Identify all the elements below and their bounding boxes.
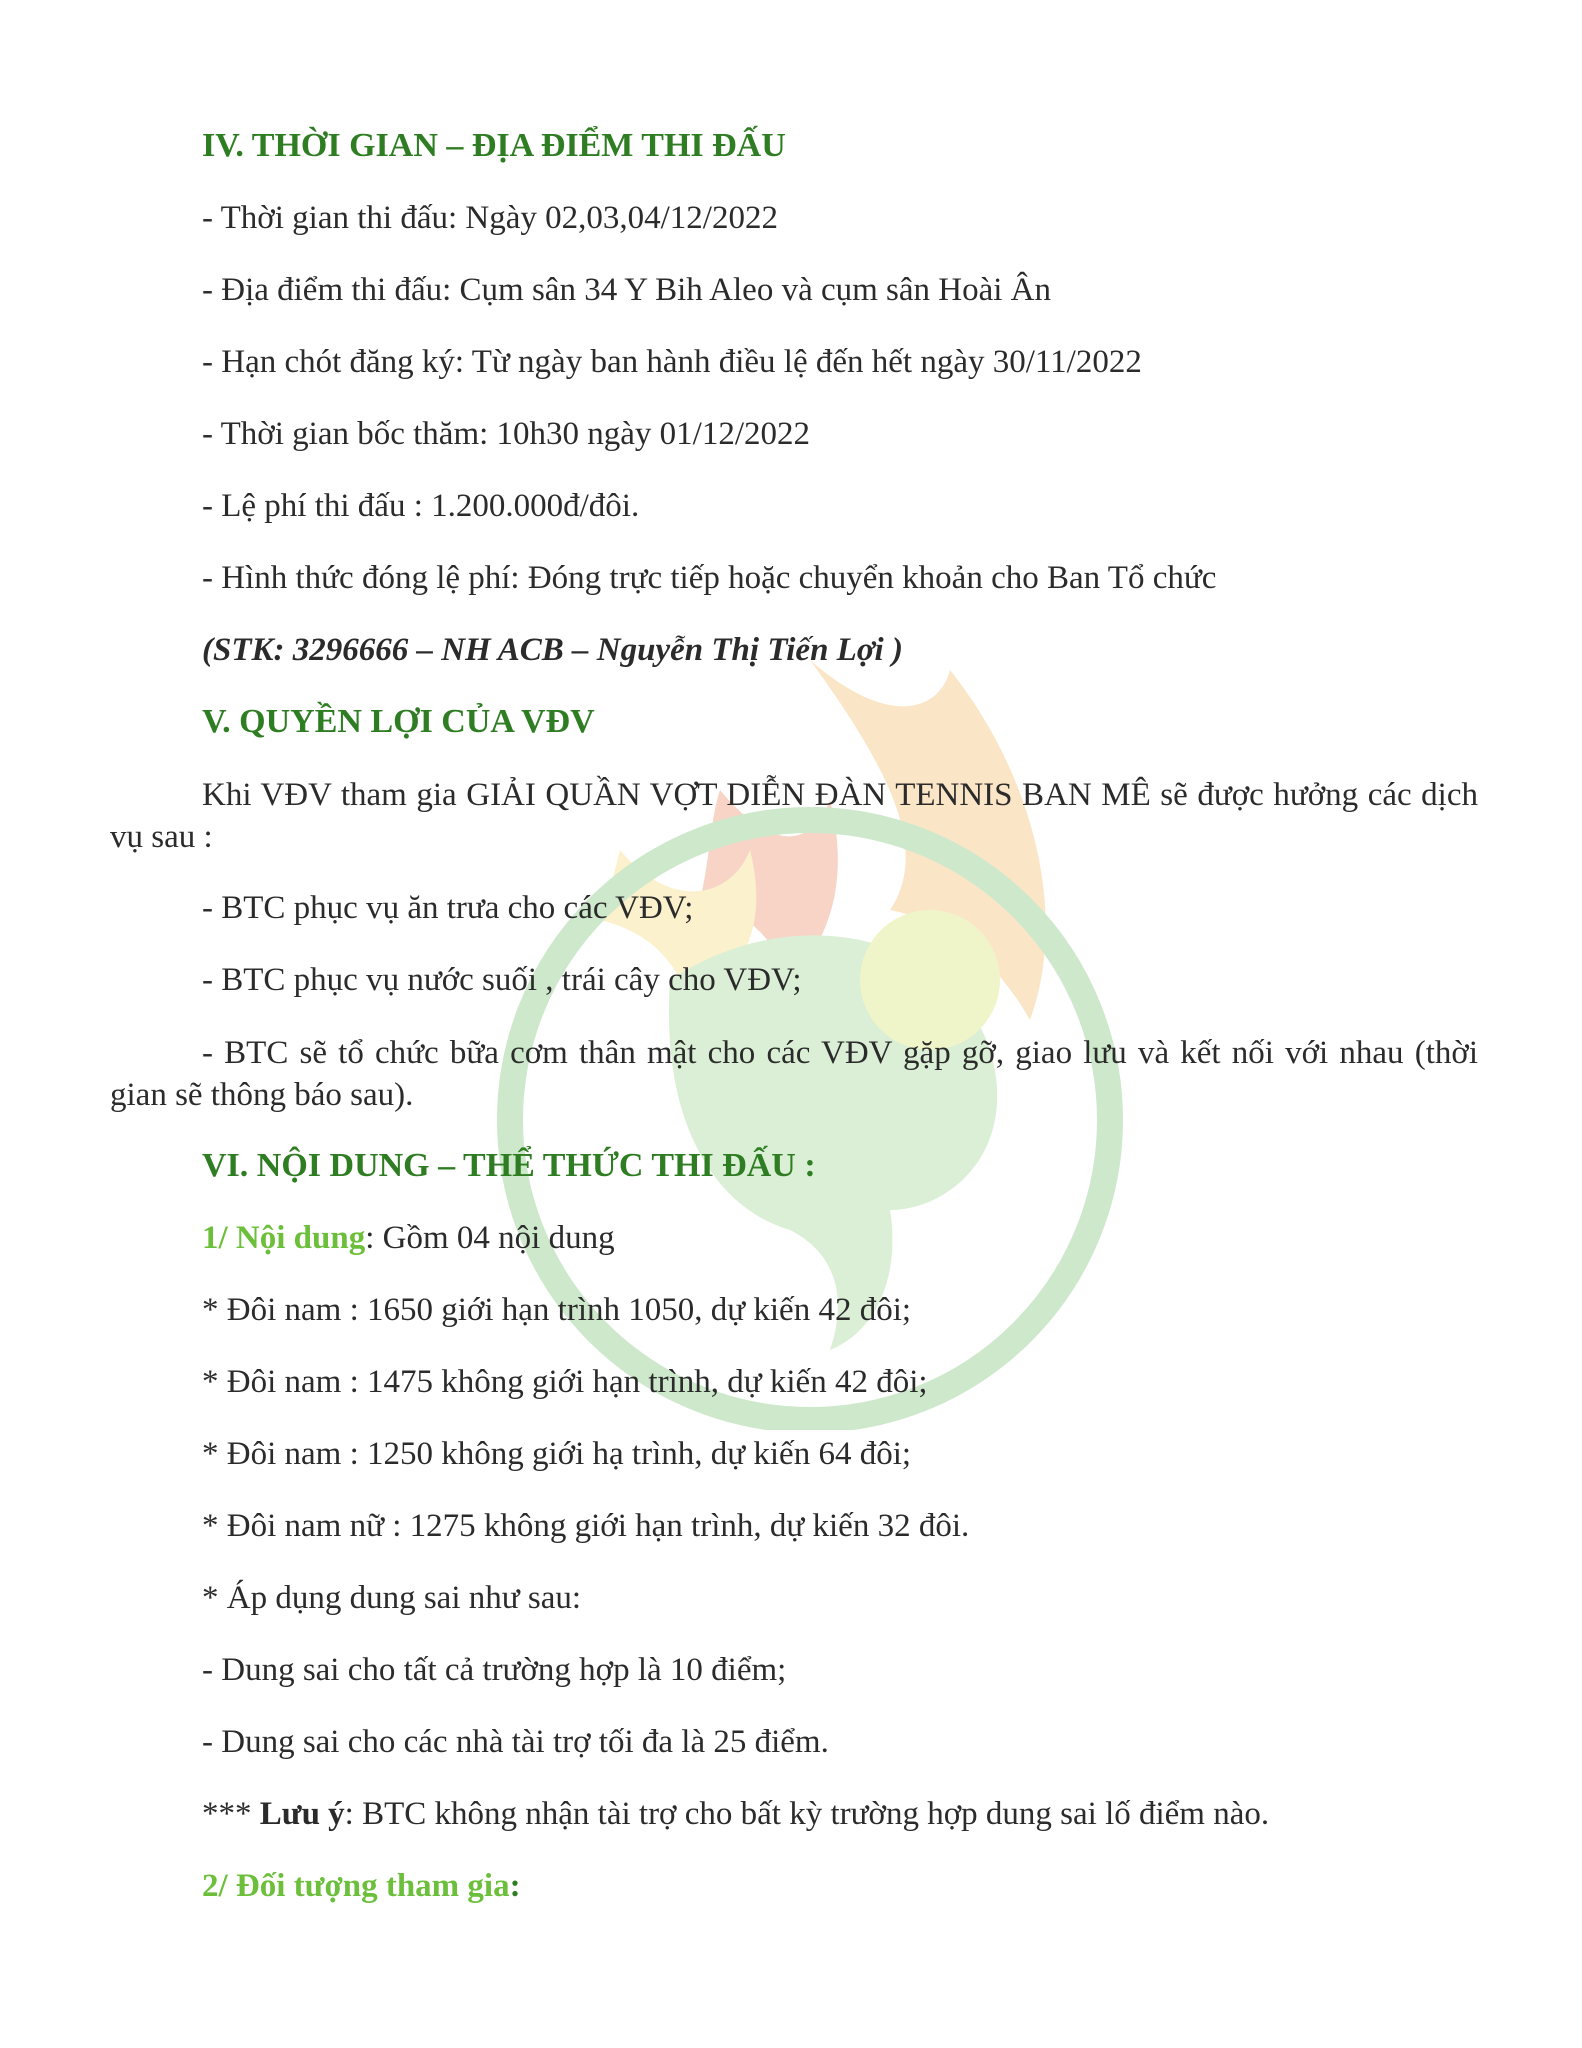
- tolerance-sponsor: - Dung sai cho các nhà tài trợ tối đa là 25 điểm.: [202, 1724, 829, 1760]
- benefit-dinner: - BTC sẽ tổ chức bữa cơm thân mật cho các VĐV gặp gỡ, giao lưu và kết nối với nhau (thời gian sẽ thông báo sau).: [110, 1035, 1478, 1113]
- benefit-water: - BTC phục vụ nước suối , trái cây cho VĐV;: [202, 962, 802, 998]
- note-label: Lưu ý: [259, 1796, 345, 1832]
- content-label: 1/ Nội dung: [202, 1220, 366, 1256]
- event-3: * Đôi nam : 1250 không giới hạ trình, dự kiến 64 đôi;: [202, 1436, 912, 1472]
- section4-title: IV. THỜI GIAN – ĐỊA ĐIỂM THI ĐẤU: [202, 127, 786, 164]
- note-text: : BTC không nhận tài trợ cho bất kỳ trường hợp dung sai lố điểm nào.: [344, 1796, 1270, 1832]
- event-4: * Đôi nam nữ : 1275 không giới hạn trình, dự kiến 32 đôi.: [202, 1508, 970, 1544]
- benefits-intro: Khi VĐV tham gia GIẢI QUẦN VỢT DIỄN ĐÀN TENNIS BAN MÊ sẽ được hưởng các dịch vụ sau :: [110, 777, 1478, 855]
- event-2: * Đôi nam : 1475 không giới hạn trình, dự kiến 42 đôi;: [202, 1364, 928, 1400]
- payment-method-line: - Hình thức đóng lệ phí: Đóng trực tiếp hoặc chuyển khoản cho Ban Tổ chức: [202, 560, 1217, 596]
- note-line: [202, 1794, 1269, 1834]
- participants-label: 2/ Đối tượng tham gia: [202, 1868, 510, 1904]
- deadline-line: - Hạn chót đăng ký: Từ ngày ban hành điều lệ đến hết ngày 30/11/2022: [202, 344, 1142, 380]
- bank-account-line: (STK: 3296666 – NH ACB – Nguyễn Thị Tiến Lợi ): [202, 632, 903, 668]
- section6-title: VI. NỘI DUNG – THỂ THỨC THI ĐẤU :: [202, 1147, 816, 1184]
- draw-time-line: - Thời gian bốc thăm: 10h30 ngày 01/12/2022: [202, 416, 811, 452]
- tolerance-title: * Áp dụng dung sai như sau:: [202, 1580, 582, 1616]
- note-prefix: ***: [202, 1796, 260, 1832]
- schedule-line: - Thời gian thi đấu: Ngày 02,03,04/12/2022: [202, 200, 778, 236]
- participants-colon: :: [509, 1868, 521, 1904]
- venue-line: - Địa điểm thi đấu: Cụm sân 34 Y Bih Aleo và cụm sân Hoài Ân: [202, 272, 1052, 308]
- event-1: * Đôi nam : 1650 giới hạn trình 1050, dự kiến 42 đôi;: [202, 1292, 912, 1328]
- fee-line: - Lệ phí thi đấu : 1.200.000đ/đôi.: [202, 488, 640, 524]
- content-text: : Gồm 04 nội dung: [365, 1220, 615, 1256]
- section5-title: V. QUYỀN LỢI CỦA VĐV: [202, 703, 595, 740]
- tolerance-general: - Dung sai cho tất cả trường hợp là 10 điểm;: [202, 1652, 787, 1688]
- content-line: [202, 1218, 615, 1258]
- participants-line: [202, 1866, 521, 1906]
- benefit-lunch: - BTC phục vụ ăn trưa cho các VĐV;: [202, 890, 694, 926]
